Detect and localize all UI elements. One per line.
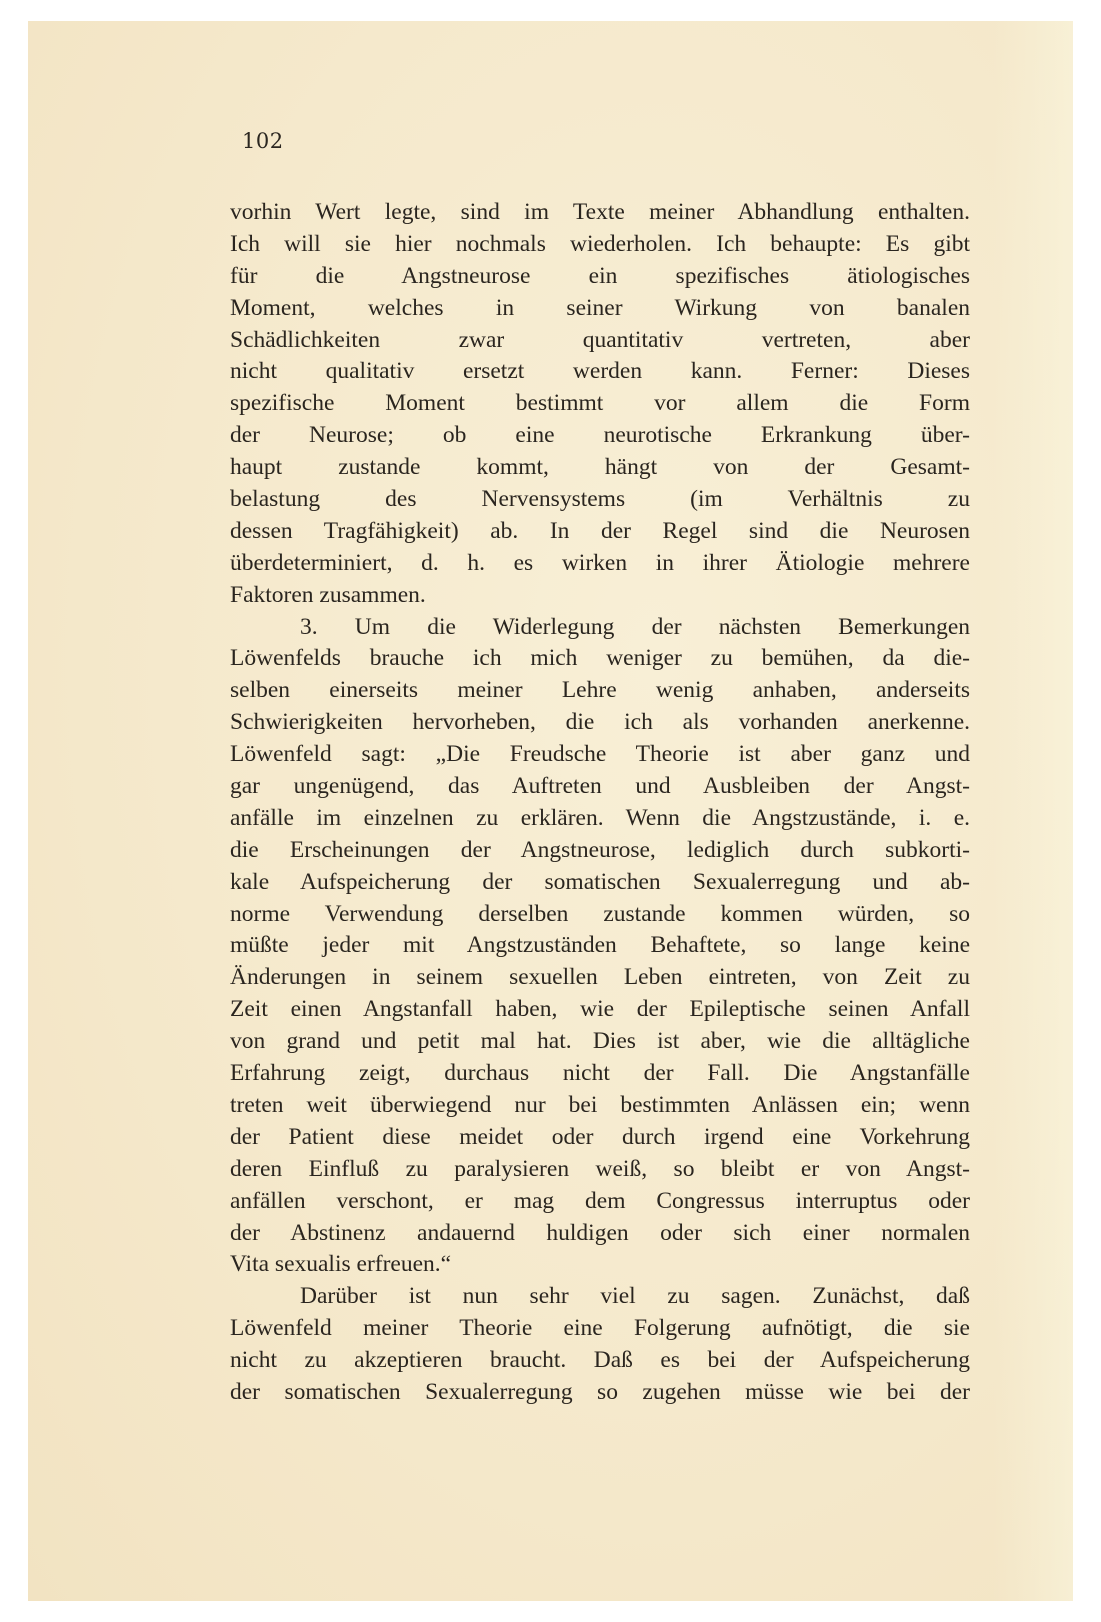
text-line: Änderungen in seinem sexuellen Leben eintreten, von Zeit zu	[230, 964, 970, 991]
text-line: Zeit einen Angstanfall haben, wie der Epileptische seinen Anfall	[230, 996, 970, 1023]
text-line: der Neurose; ob eine neurotische Erkrankung über-	[230, 422, 970, 449]
text-line: Moment, welches in seiner Wirkung von banalen	[230, 294, 970, 321]
text-line: selben einerseits meiner Lehre wenig anhaben, anderseits	[230, 677, 970, 704]
text-line: Löwenfelds brauche ich mich weniger zu bemühen, da die-	[230, 645, 970, 672]
text-line: anfälle im einzelnen zu erklären. Wenn die Angstzustände, i. e.	[230, 804, 970, 831]
text-line: Ich will sie hier nochmals wiederholen. Ich behaupte: Es gibt	[230, 230, 970, 257]
text-line: gar ungenügend, das Auftreten und Ausbleiben der Angst-	[230, 773, 970, 800]
text-line: überdeterminiert, d. h. es wirken in ihrer Ätiologie mehrere	[230, 549, 970, 576]
text-line: treten weit überwiegend nur bei bestimmten Anlässen ein; wenn	[230, 1091, 970, 1118]
text-line: müßte jeder mit Angstzuständen Behaftete, so lange keine	[230, 932, 970, 959]
text-line: der Patient diese meidet oder durch irgend eine Vorkehrung	[230, 1123, 970, 1150]
text-line: Löwenfeld meiner Theorie eine Folgerung aufnötigt, die sie	[230, 1315, 970, 1342]
paragraph-start-line: Darüber ist nun sehr viel zu sagen. Zunächst, daß	[300, 1283, 970, 1310]
text-line: anfällen verschont, er mag dem Congressus interruptus oder	[230, 1187, 970, 1214]
text-line: belastung des Nervensystems (im Verhältnis zu	[230, 486, 970, 513]
text-line: Faktoren zusammen.	[230, 581, 426, 608]
text-line: die Erscheinungen der Angstneurose, lediglich durch subkorti-	[230, 836, 970, 863]
text-line: norme Verwendung derselben zustande kommen würden, so	[230, 900, 970, 927]
section-start-line: 3. Um die Widerlegung der nächsten Bemerkungen	[300, 613, 970, 640]
text-line: der somatischen Sexualerregung so zugehen müsse wie bei der	[230, 1378, 970, 1405]
book-page	[28, 21, 1073, 1601]
text-line: haupt zustande kommt, hängt von der Gesamt-	[230, 454, 970, 481]
text-line: Schwierigkeiten hervorheben, die ich als vorhanden anerkenne.	[230, 709, 970, 736]
text-line: Löwenfeld sagt: „Die Freudsche Theorie ist aber ganz und	[230, 741, 970, 768]
text-line: nicht zu akzeptieren braucht. Daß es bei der Aufspeicherung	[230, 1347, 970, 1374]
text-line: dessen Tragfähigkeit) ab. In der Regel sind die Neurosen	[230, 517, 970, 544]
text-line: vorhin Wert legte, sind im Texte meiner Abhandlung enthalten.	[230, 199, 970, 225]
body-text	[230, 197, 970, 1409]
text-line: Schädlichkeiten zwar quantitativ vertreten, aber	[230, 326, 970, 353]
text-line: für die Angstneurose ein spezifisches ätiologisches	[230, 262, 970, 289]
page-number: 102	[242, 129, 284, 153]
text-line: Erfahrung zeigt, durchaus nicht der Fall. Die Angstanfälle	[230, 1060, 970, 1087]
text-line: spezifische Moment bestimmt vor allem die Form	[230, 390, 970, 417]
text-line: nicht qualitativ ersetzt werden kann. Ferner: Dieses	[230, 358, 970, 385]
text-line: deren Einfluß zu paralysieren weiß, so bleibt er von Angst-	[230, 1155, 970, 1182]
text-line: von grand und petit mal hat. Dies ist aber, wie die alltägliche	[230, 1028, 970, 1055]
text-line: Vita sexualis erfreuen.“	[230, 1251, 452, 1278]
text-line: kale Aufspeicherung der somatischen Sexualerregung und ab-	[230, 868, 970, 895]
text-line: der Abstinenz andauernd huldigen oder sich einer normalen	[230, 1219, 970, 1246]
